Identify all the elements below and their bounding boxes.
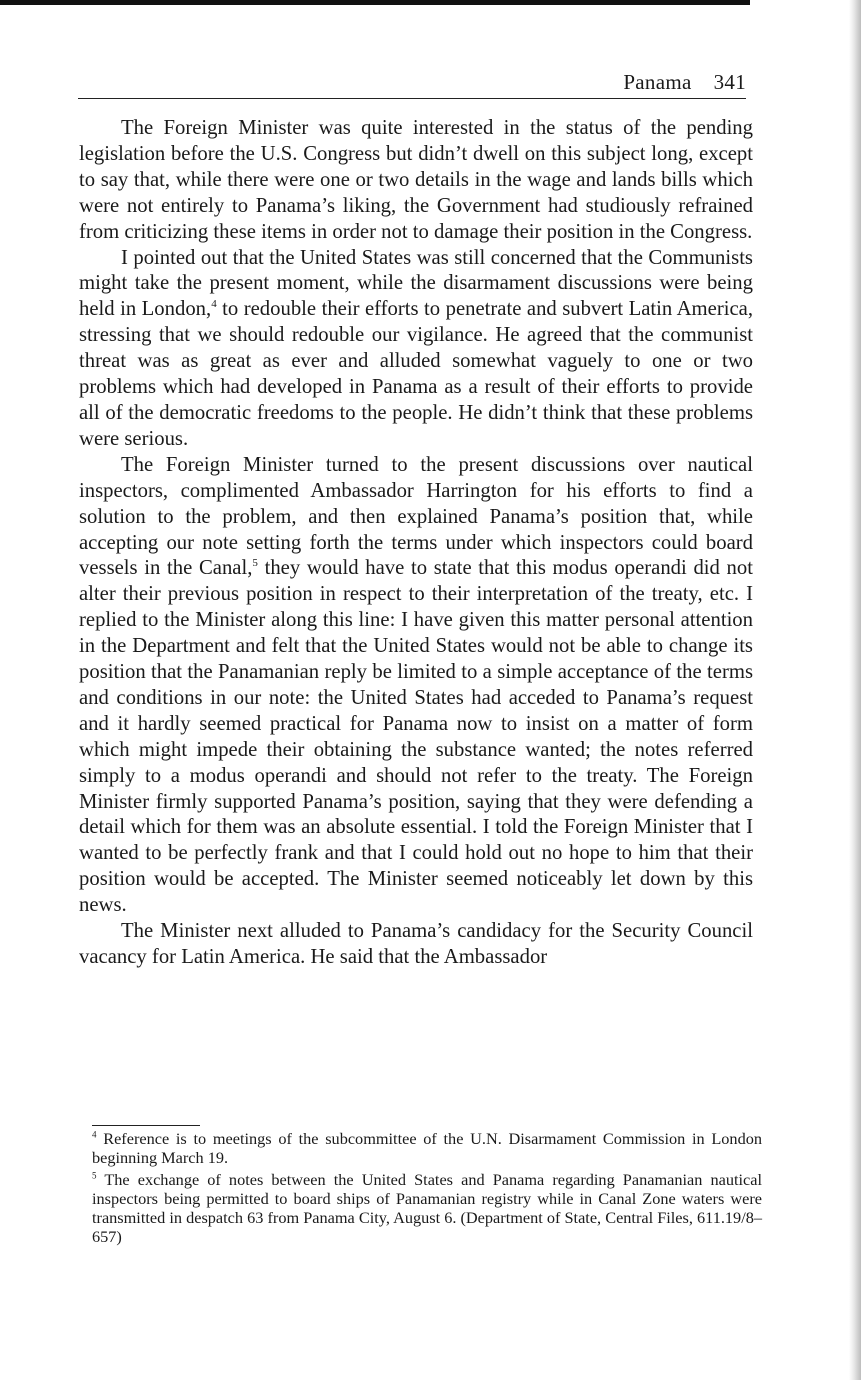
paragraph-1: The Foreign Minister was quite interested in the status of the pending legislation before the U.S. Congress but didn’t dwell on this subject long, except to say that, while there were one or two details in the wage and lands bills which were not entirely to Panama’s liking, the Government had studiously refrained from criticizing these items in order not to damage their position in the Congress. <box>79 117 753 243</box>
running-header <box>78 68 746 99</box>
page-number: 341 <box>713 70 746 94</box>
paragraph-3 <box>79 453 753 919</box>
footnote-4 <box>92 1129 762 1168</box>
footnote-ref-5[interactable]: 5 <box>252 557 258 570</box>
body-text <box>79 116 753 971</box>
footnote-5 <box>92 1170 762 1247</box>
running-title: Panama <box>623 70 692 94</box>
running-header-text <box>623 70 746 95</box>
footnote-marker-4: 4 <box>92 1129 97 1140</box>
footnotes <box>92 1129 762 1249</box>
paragraph-2-part-a: I pointed out that the United States was still concerned that the Communists might take the present moment, while the disarmament discussions were being held in London, <box>79 246 753 321</box>
paragraph-2-part-b: to redouble their efforts to penetrate and subvert Latin America, stressing that we should redouble our vigilance. He agreed that the communist threat was as great as ever and alluded somewhat vaguely to one or two problems which had developed in Panama as a result of their efforts to provide all of the democratic freedoms to the people. He didn’t think that these problems were serious. <box>79 298 753 450</box>
footnote-4-text: Reference is to meetings of the subcommittee of the U.N. Disarmament Commission in London beginning March 19. <box>92 1129 762 1168</box>
footnote-marker-5: 5 <box>92 1170 97 1181</box>
paragraph-2 <box>79 246 753 453</box>
scan-right-edge <box>849 0 861 1380</box>
footnote-divider <box>92 1125 200 1126</box>
scan-top-edge <box>0 0 750 5</box>
paragraph-3-part-b: they would have to state that this modus operandi did not alter their previous position in respect to their interpretation of the treaty, etc. I replied to the Minister along this line: I have given this matter personal attention in the Department and felt that the United States would not be able to change its position that the Panamanian reply be limited to a simple acceptance of the terms and conditions in our note: the United States had acceded to Panama’s request and it hardly seemed practical for Panama now to insist on a matter of form which might impede their obtaining the substance wanted; the notes referred simply to a modus operandi and should not refer to the treaty. The Foreign Minister firmly supported Panama’s position, saying that they were defending a detail which for them was an absolute essential. I told the Foreign Minister that I wanted to be perfectly frank and that I could hold out no hope to him that their position would be accepted. The Minister seemed noticeably let down by this news. <box>79 557 753 917</box>
paragraph-4: The Minister next alluded to Panama’s candidacy for the Security Council vacancy for Latin America. He said that the Ambassador <box>79 920 753 968</box>
footnote-5-text: The exchange of notes between the United States and Panama regarding Panamanian nautical inspectors being permitted to board ships of Panamanian registry while in Canal Zone waters were transmitted in despatch 63 from Panama City, August 6. (Department of State, Central Files, 611.19/8–657) <box>92 1169 763 1247</box>
footnote-ref-4[interactable]: 4 <box>211 298 217 311</box>
paragraph-3-part-a: The Foreign Minister turned to the present discussions over nautical inspectors, complimented Ambassador Harrington for his efforts to find a solution to the problem, and then explained Panama’s position that, while accepting our note setting forth the terms under which inspectors could board vessels in the Canal, <box>79 453 753 580</box>
